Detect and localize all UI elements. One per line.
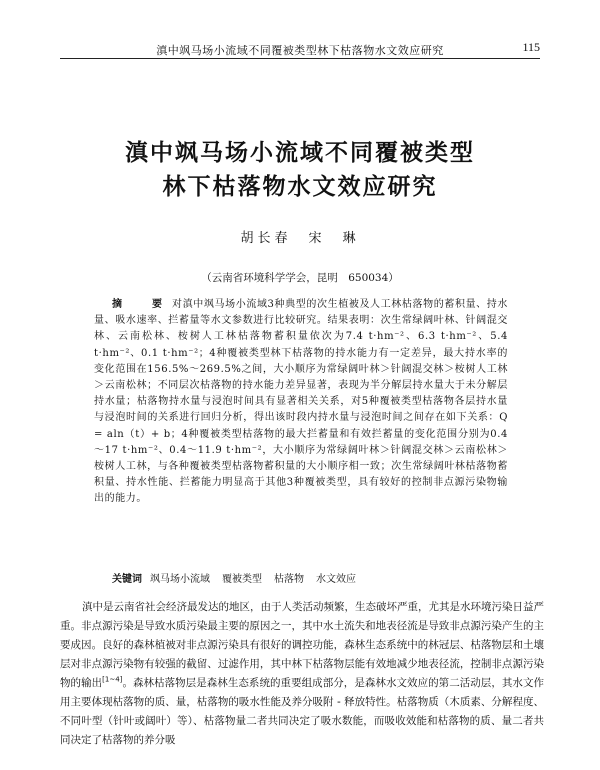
abstract — [94, 297, 508, 508]
abstract-text: 对滇中飒马场小流域3种典型的次生植被及人工林枯落物的蓄积量、持水量、吸水速率、拦蓄量等水文参数进行比较研究。结果表明：次生常绿阔叶林、针阔混交林、云南松林、桉树人工林枯落物蓄积量依次为7.4 t·hm⁻²、6.3 t·hm⁻²、5.4 t·hm⁻²、0.1 t·hm⁻²；4种覆被类型林下枯落物的持水能力有一定差异，最大持水率的变化范围在156.5%～269.5%之间，大小顺序为常绿阔叶林＞针阔混交林＞桉树人工林＞云南松林；不同层次枯落物的持水能力差异显著，表现为半分解层持水量大于未分解层持水量；枯落物持水量与浸泡时间具有显著相关关系，对5种覆被类型枯落物各层持水量与浸泡时间的关系进行回归分析，得出该时段内持水量与浸泡时间之间存在如下关系：Q = aln（t）+ b；4种覆被类型枯落物的最大拦蓄量和有效拦蓄量的变化范围分别为0.4～17 t·hm⁻²、0.4～11.9 t·hm⁻²，大小顺序为常绿阔叶林＞针阔混交林＞云南松林＞桉树人工林，与各种覆被类型枯落物蓄积量的大小顺序相一致；次生常绿阔叶林枯落物蓄积量、持水性能、拦蓄能力明显高于其他3种覆被类型，具有较好的控制非点源污染物输出的能力。 — [94, 299, 509, 505]
page-number: 115 — [522, 40, 540, 54]
title-line-1: 滇中飒马场小流域不同覆被类型 — [125, 140, 475, 166]
keyword-item: 水文效应 — [316, 574, 356, 585]
keywords — [94, 572, 508, 588]
authors: 胡长春 宋 琳 — [240, 231, 360, 246]
keyword-item: 覆被类型 — [222, 574, 262, 585]
citation-ref: [1~4] — [102, 675, 123, 684]
keyword-item: 枯落物 — [274, 574, 304, 585]
running-title: 滇中飒马场小流域不同覆被类型林下枯落物水文效应研究 — [156, 44, 444, 57]
affiliation: （云南省环境科学学会，昆明 650034） — [201, 272, 399, 284]
body-paragraph — [60, 598, 544, 750]
keyword-item: 飒马场小流域 — [150, 574, 210, 585]
body-text-end: 。森林枯落物层是森林生态系统的重要组成部分，是森林水文效应的第二活动层，其水文作用主要体现枯落物的质、量，枯落物的吸水性能及养分吸附 - 释放特性。枯落物质（木质素、分解程度、不同叶型（针叶或阔叶）等）、枯落物量二者共同决定了吸水数能，而吸收效能和枯落物的质、量二者共同决定了枯落物的养分吸 — [60, 677, 545, 746]
abstract-label: 摘 要 — [112, 299, 173, 310]
article-title — [60, 136, 540, 204]
title-line-2: 林下枯落物水文效应研究 — [162, 174, 438, 200]
running-header — [60, 40, 540, 59]
keywords-label: 关键词 — [112, 574, 142, 585]
body-text-start: 滇中是云南省社会经济最发达的地区，由于人类活动频繁，生态破坏严重，尤其是水环境污染日益严重。非点源污染是导致水质污染最主要的原因之一，其中水土流失和地表径流是导致非点源污染产生的主要成因。良好的森林植被对非点源污染具有很好的调控功能，森林生态系统中的林冠层、枯落物层和土壤层对非点源污染物有较强的截留、过滤作用，其中林下枯落物层能有效地减少地表径流，控制非点源污染物的输出 — [60, 601, 544, 689]
